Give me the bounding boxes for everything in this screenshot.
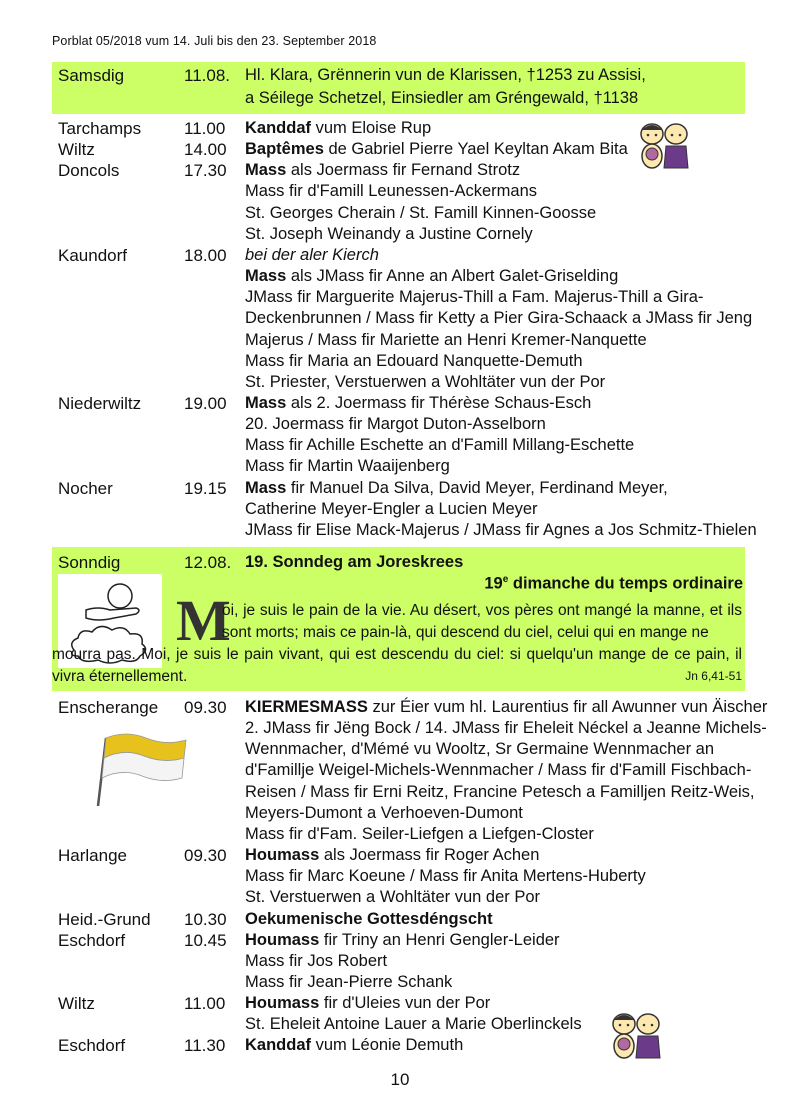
intention-line: Wennmacher, d'Mémé vu Wooltz, Sr Germaine Wennmacher an (245, 740, 715, 759)
service-description (245, 909, 493, 930)
service-details: zur Éier vum hl. Laurentius fir all Awunner vun Äischer (367, 698, 768, 716)
intention-line: Mass fir Jean-Pierre Schank (245, 972, 453, 991)
service-description (245, 245, 379, 266)
service-description (245, 803, 523, 824)
service-description (245, 330, 647, 351)
service-details: als JMass fir Anne an Albert Galet-Griselding (286, 267, 619, 286)
service-description (245, 435, 634, 456)
service-description (245, 181, 537, 202)
saturday-feast-line2: a Séilege Schetzel, Einsiedler am Gréngewald, †1138 (245, 89, 639, 107)
service-time: 11.00 (184, 119, 226, 138)
page-number: 10 (390, 1070, 410, 1089)
service-details: vum Léonie Demuth (311, 1036, 464, 1055)
service-description (245, 782, 755, 803)
service-type: Houmass (245, 994, 320, 1013)
service-description (245, 139, 628, 160)
service-type: Mass (245, 161, 287, 180)
service-type: Kanddaf (245, 119, 311, 137)
saturday-feast-line1: Hl. Klara, Grënnerin vun de Klarissen, †1253 zu Assisi, (245, 66, 646, 84)
intention-line: d'Famillje Weigel-Michels-Wennmacher / Mass fir d'Famill Fischbach- (245, 761, 752, 780)
service-time: 10.45 (184, 930, 227, 950)
service-type: Baptêmes (245, 140, 324, 159)
intention-line: Mass fir Maria an Edouard Nanquette-Demuth (245, 351, 583, 370)
service-description (245, 456, 450, 477)
page-header: Porblat 05/2018 vum 14. Juli bis den 23. September 2018 (52, 34, 377, 48)
service-description (245, 160, 520, 181)
intention-line: JMass fir Elise Mack-Majerus / JMass fir Agnes a Jos Schmitz-Thielen (245, 520, 757, 539)
service-time: 19.00 (184, 393, 227, 413)
sunday-day: Sonndig (58, 553, 121, 572)
service-details: de Gabriel Pierre Yael Keyltan Akam Bita (323, 140, 628, 159)
service-description (245, 739, 714, 760)
service-description (245, 824, 594, 845)
quote-dropcap: M (176, 588, 231, 653)
intention-line: Mass fir Jos Robert (245, 951, 388, 970)
service-description (245, 224, 533, 245)
service-description (245, 866, 646, 887)
service-description (245, 951, 387, 972)
intention-line: Mass fir d'Famill Leunessen-Ackermans (245, 182, 537, 201)
location-note: bei der aler Kierch (245, 245, 379, 264)
service-description (245, 697, 767, 718)
service-details: als Joermass fir Fernand Strotz (286, 161, 521, 180)
intention-line: St. Verstuerwen a Wohltäter vun der Por (245, 888, 541, 907)
intention-line: Reisen / Mass fir Erni Reitz, Francine Petesch a Familljen Reitz-Weis, (245, 782, 755, 801)
children-baptism-icon-bottom (604, 1010, 668, 1060)
saturday-date: 11.08. (184, 66, 231, 85)
service-description (245, 351, 583, 372)
intention-line: Mass fir Martin Waaijenberg (245, 457, 450, 476)
service-type: Mass (245, 478, 287, 497)
service-description (245, 1035, 463, 1056)
place-name: Kaundorf (58, 245, 127, 265)
place-name: Enscherange (58, 698, 159, 717)
service-description (245, 203, 596, 224)
intention-line: Mass fir Marc Koeune / Mass fir Anita Mertens-Huberty (245, 867, 646, 886)
service-type: Oekumenische Gottesdéngscht (245, 909, 493, 928)
service-description (245, 372, 605, 393)
place-name: Doncols (58, 161, 120, 181)
service-description (245, 887, 540, 908)
service-time: 11.30 (184, 1036, 226, 1056)
gospel-quote-part2: mourra pas. Moi, je suis le pain vivant, qui est descendu du ciel: si quelqu'un mange de ce pain, il vivra éternellement. (52, 646, 742, 685)
place-name: Harlange (58, 846, 127, 866)
intention-line: Majerus / Mass fir Mariette an Henri Kremer-Nanquette (245, 330, 647, 349)
intention-line: Mass fir Achille Eschette an d'Famill Millang-Eschette (245, 436, 635, 455)
intention-line: St. Eheleit Antoine Lauer a Marie Oberlinckels (245, 1015, 582, 1034)
intention-line: St. Georges Cherain / St. Famill Kinnen-Goosse (245, 203, 597, 222)
service-description (245, 478, 668, 499)
service-description (245, 287, 703, 308)
place-name: Eschdorf (58, 930, 126, 950)
intention-line: St. Priester, Verstuerwen a Wohltäter vun der Por (245, 372, 606, 391)
service-type: Mass (245, 393, 287, 412)
intention-line: St. Joseph Weinandy a Justine Cornely (245, 224, 533, 243)
service-description (245, 414, 546, 435)
intention-line: 20. Joermass fir Margot Duton-Asselborn (245, 415, 546, 434)
service-time: 11.00 (184, 994, 226, 1014)
place-name: Tarchamps (58, 119, 142, 138)
service-details: fir d'Uleies vun der Por (319, 994, 491, 1013)
service-description (245, 930, 560, 951)
service-time: 10.30 (184, 909, 227, 929)
service-description (245, 393, 591, 414)
service-time: 18.00 (184, 245, 227, 265)
service-time: 14.00 (184, 140, 227, 160)
service-details: fir Triny an Henri Gengler-Leider (319, 930, 560, 949)
papal-flag-icon (96, 728, 190, 808)
service-time: 09.30 (184, 698, 227, 717)
saturday-day: Samsdig (58, 66, 125, 85)
intention-line: Meyers-Dumont a Verhoeven-Dumont (245, 803, 523, 822)
intention-line: 2. JMass fir Jëng Bock / 14. JMass fir Eheleit Néckel a Jeanne Michels- (245, 719, 767, 738)
service-details: als 2. Joermass fir Thérèse Schaus-Esch (286, 393, 592, 412)
service-description (245, 972, 452, 993)
service-description (245, 308, 752, 329)
service-type: Houmass (245, 930, 320, 949)
service-description (245, 845, 539, 866)
place-name: Heid.-Grund (58, 909, 151, 929)
service-type: Houmass (245, 846, 320, 865)
sunday-subtitle: 19e dimanche du temps ordinaire (484, 574, 743, 593)
service-description (245, 520, 757, 541)
service-details: fir Manuel Da Silva, David Meyer, Ferdinand Meyer, (286, 478, 668, 497)
service-description (245, 118, 431, 139)
service-type: Mass (245, 267, 287, 286)
service-details: vum Eloise Rup (311, 119, 432, 137)
children-baptism-icon (632, 120, 696, 170)
intention-line: Deckenbrunnen / Mass fir Ketty a Pier Gira-Schaack a JMass fir Jeng (245, 309, 753, 328)
service-time: 17.30 (184, 161, 227, 181)
service-description (245, 760, 751, 781)
intention-line: Catherine Meyer-Engler a Lucien Meyer (245, 499, 538, 518)
service-description (245, 499, 538, 520)
service-details: als Joermass fir Roger Achen (319, 846, 540, 865)
place-name: Niederwiltz (58, 393, 142, 413)
place-name: Eschdorf (58, 1036, 126, 1056)
sunday-date: 12.08. (184, 553, 232, 572)
service-type: Kanddaf (245, 1036, 311, 1055)
service-time: 19.15 (184, 478, 227, 498)
service-time: 09.30 (184, 846, 227, 866)
sunday-title: 19. Sonndeg am Joreskrees (245, 553, 464, 571)
place-name: Wiltz (58, 994, 95, 1014)
service-type: KIERMESMASS (245, 698, 368, 716)
place-name: Wiltz (58, 140, 95, 160)
service-description (245, 718, 767, 739)
gospel-reference: Jn 6,41-51 (685, 669, 742, 683)
service-description (245, 1014, 582, 1035)
service-description (245, 993, 490, 1014)
gospel-quote-part1: oi, je suis le pain de la vie. Au désert, vos pères ont mangé la manne, et ils sont morts; mais ce pain-là, qui descend du ciel, celui qui en mange ne (222, 602, 742, 641)
intention-line: Mass fir d'Fam. Seiler-Liefgen a Liefgen-Closter (245, 824, 594, 843)
intention-line: JMass fir Marguerite Majerus-Thill a Fam. Majerus-Thill a Gira- (245, 288, 704, 307)
place-name: Nocher (58, 478, 113, 498)
service-description (245, 266, 618, 287)
